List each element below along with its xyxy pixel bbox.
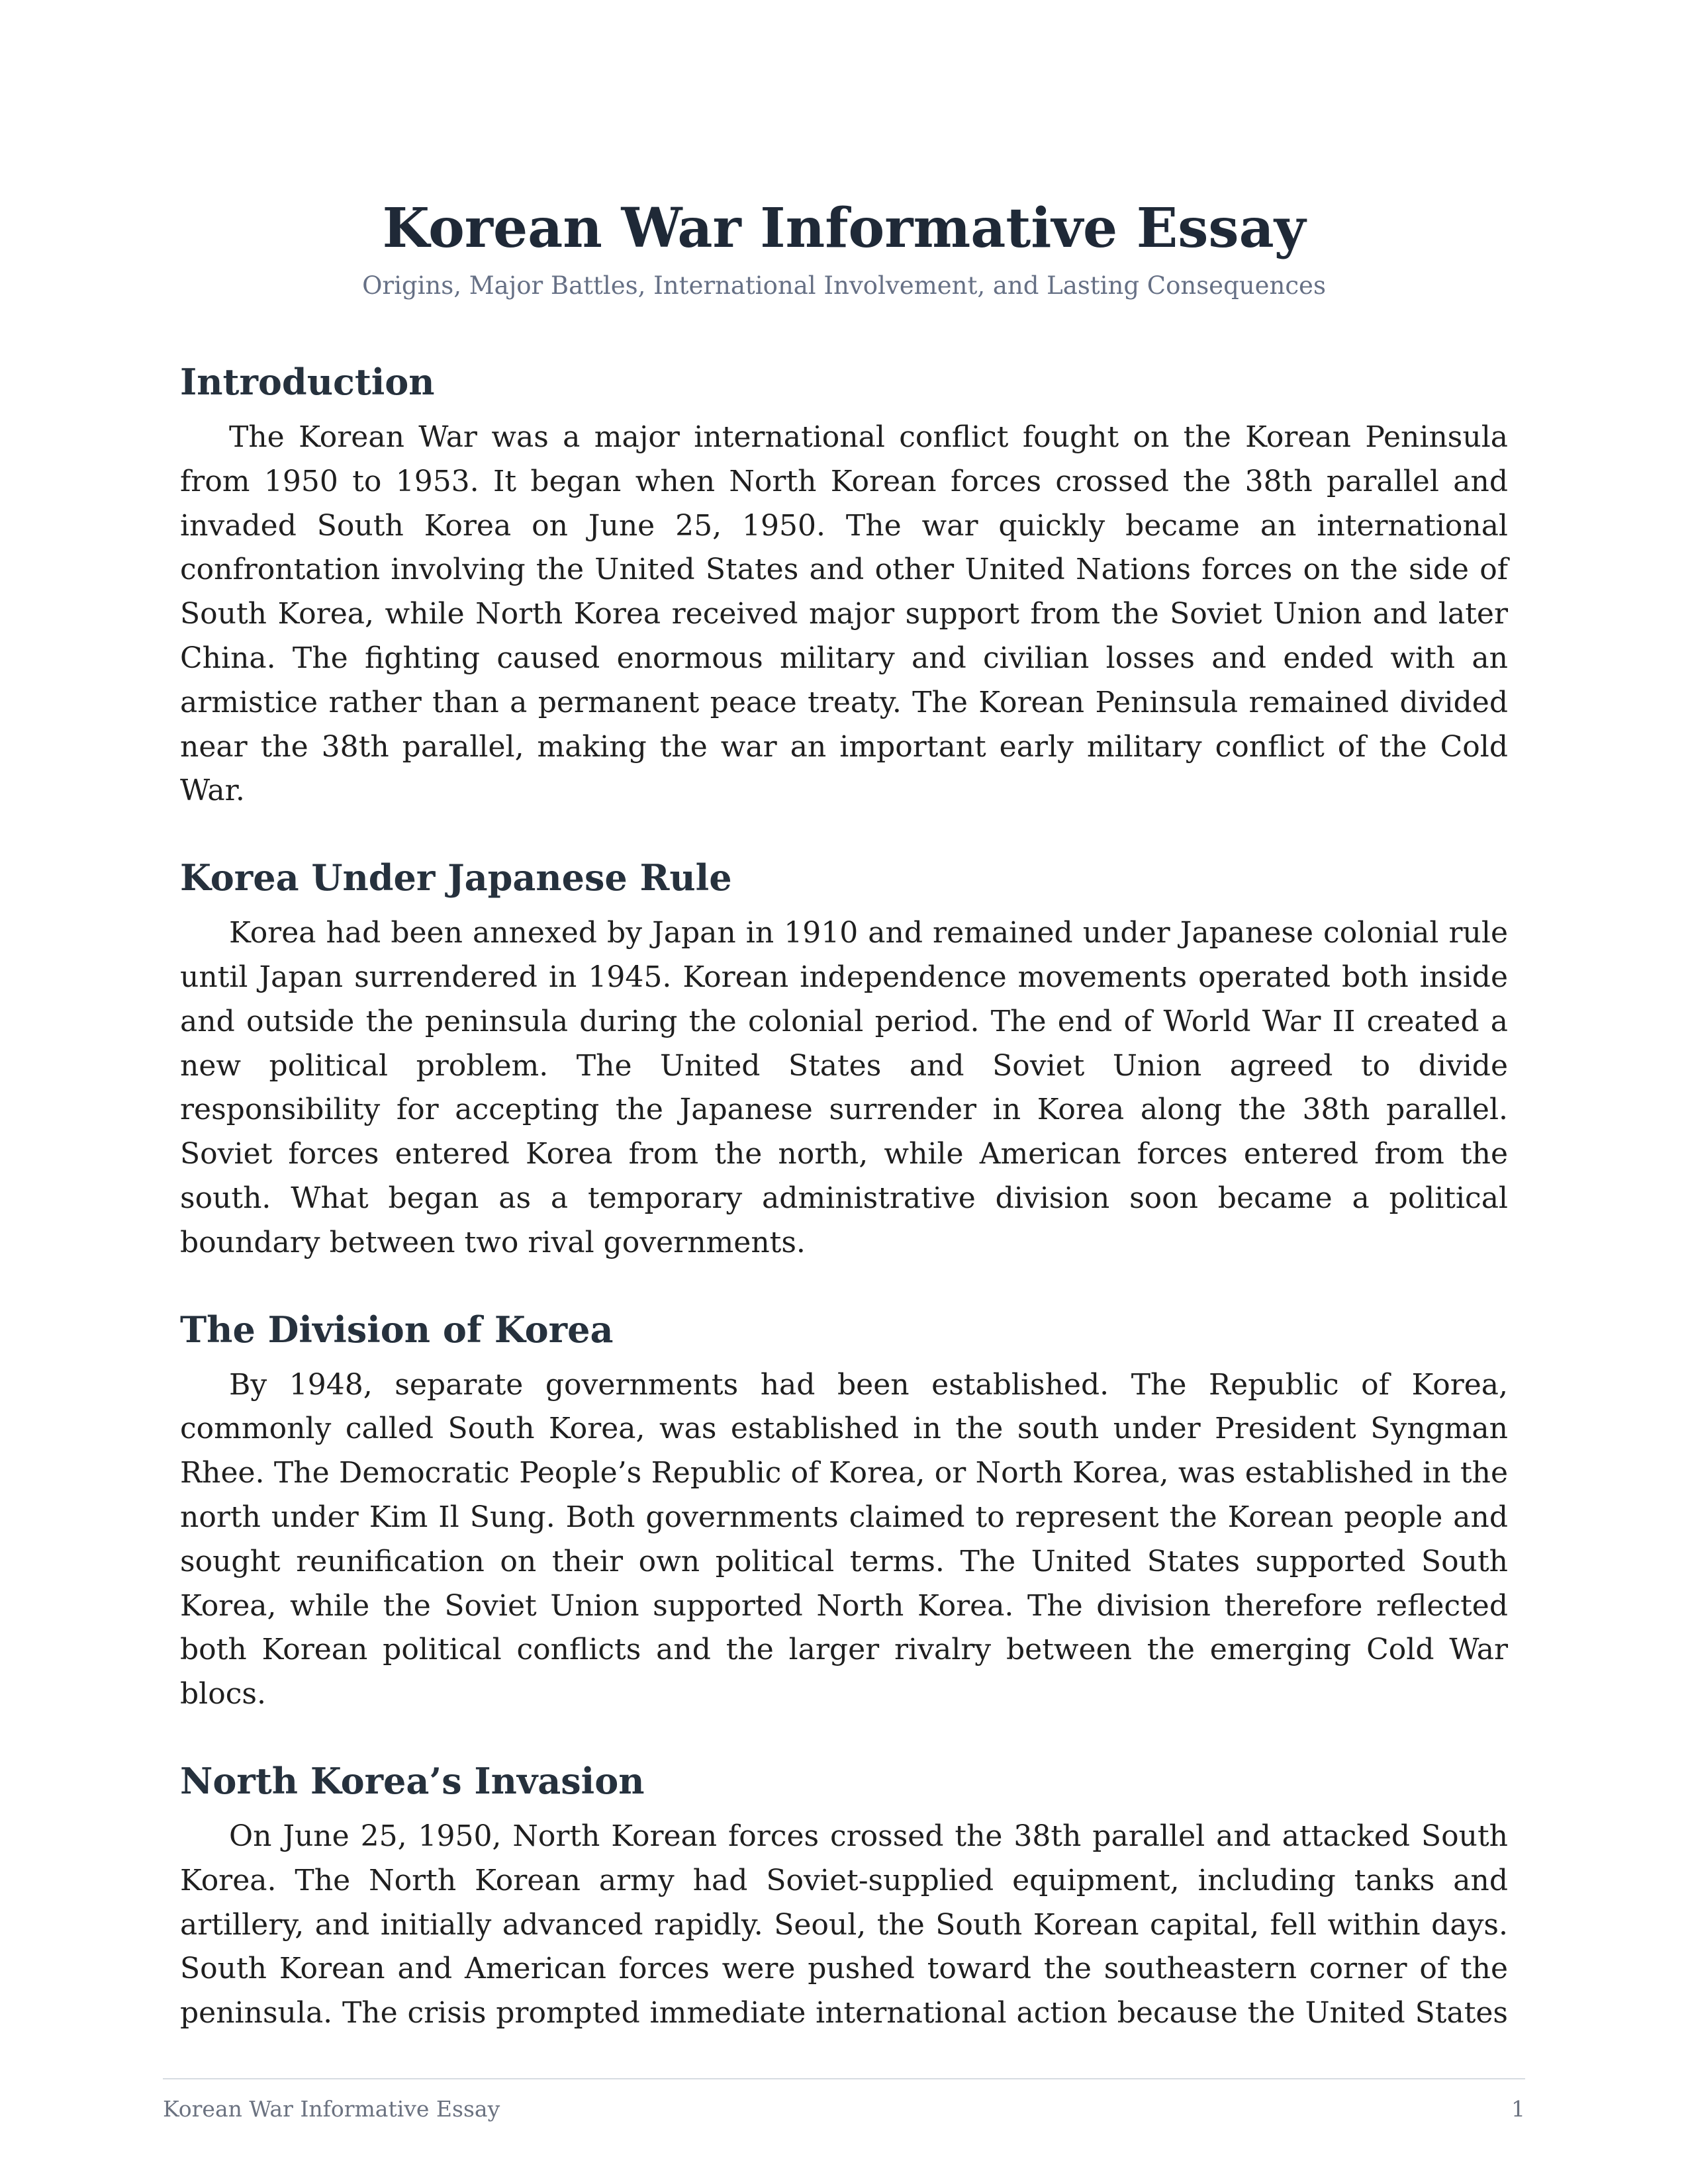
section-heading: North Korea’s Invasion [180, 1759, 645, 1802]
footer-title: Korean War Informative Essay [163, 2096, 500, 2122]
section-paragraph: On June 25, 1950, North Korean forces crossed the 38th parallel and attacked South Korea. The North Korean army had Soviet-supplied equipment, including tanks and artillery, and initially advanced rapidly. Seoul, the South Korean capital, fell within days. South Korean and American forces were pushed toward the southeastern corner of the peninsula. The crisis prompted immediate international action because the United States [180, 1819, 1508, 2030]
section-korea-under-japanese-rule [180, 848, 1508, 1265]
title-block [180, 192, 1508, 304]
section-heading: Korea Under Japanese Rule [180, 856, 732, 899]
page-number: 1 [1511, 2096, 1525, 2122]
section-paragraph: By 1948, separate governments had been established. The Republic of Korea, commonly called South Korea, was established in the south under President Syngman Rhee. The Democratic People’s Republic of Korea, or North Korea, was established in the north under Kim Il Sung. Both governments claimed to represent the Korean people and sought reunification on their own political terms. The United States supported South Korea, while the Soviet Union supported North Korea. The division therefore reflected both Korean political conflicts and the larger rivalry between the emerging Cold War blocs. [180, 1367, 1508, 1711]
section-heading: Introduction [180, 361, 435, 403]
section-north-korea-invasion [180, 1751, 1508, 2036]
page-title: Korean War Informative Essay [382, 197, 1306, 260]
section-introduction [180, 352, 1508, 813]
section-paragraph: The Korean War was a major international conflict fought on the Korean Peninsula from 1950 to 1953. It began when North Korean forces crossed the 38th parallel and invaded South Korea on June 25, 1950. The war quickly became an international confrontation involving the United States and other United Nations forces on the side of South Korea, while North Korea received major support from the Soviet Union and later China. The fighting caused enormous military and civilian losses and ended with an armistice rather than a permanent peace treaty. The Korean Peninsula remained divided near the 38th parallel, making the war an important early military conflict of the Cold War. [180, 420, 1508, 808]
page-subtitle: Origins, Major Battles, International Involvement, and Lasting Consequences [362, 271, 1326, 300]
section-paragraph: Korea had been annexed by Japan in 1910 and remained under Japanese colonial rule until Japan surrendered in 1945. Korean independence movements operated both inside and outside the peninsula during the colonial period. The end of World War II created a new political problem. The United States and Soviet Union agreed to divide responsibility for accepting the Japanese surrender in Korea along the 38th parallel. Soviet forces entered Korea from the north, while American forces entered from the south. What began as a temporary administrative division soon became a political boundary between two rival governments. [180, 916, 1508, 1259]
section-heading: The Division of Korea [180, 1308, 614, 1351]
section-division-of-korea [180, 1300, 1508, 1717]
essay-content [180, 352, 1508, 2070]
footer-divider [163, 2078, 1525, 2079]
